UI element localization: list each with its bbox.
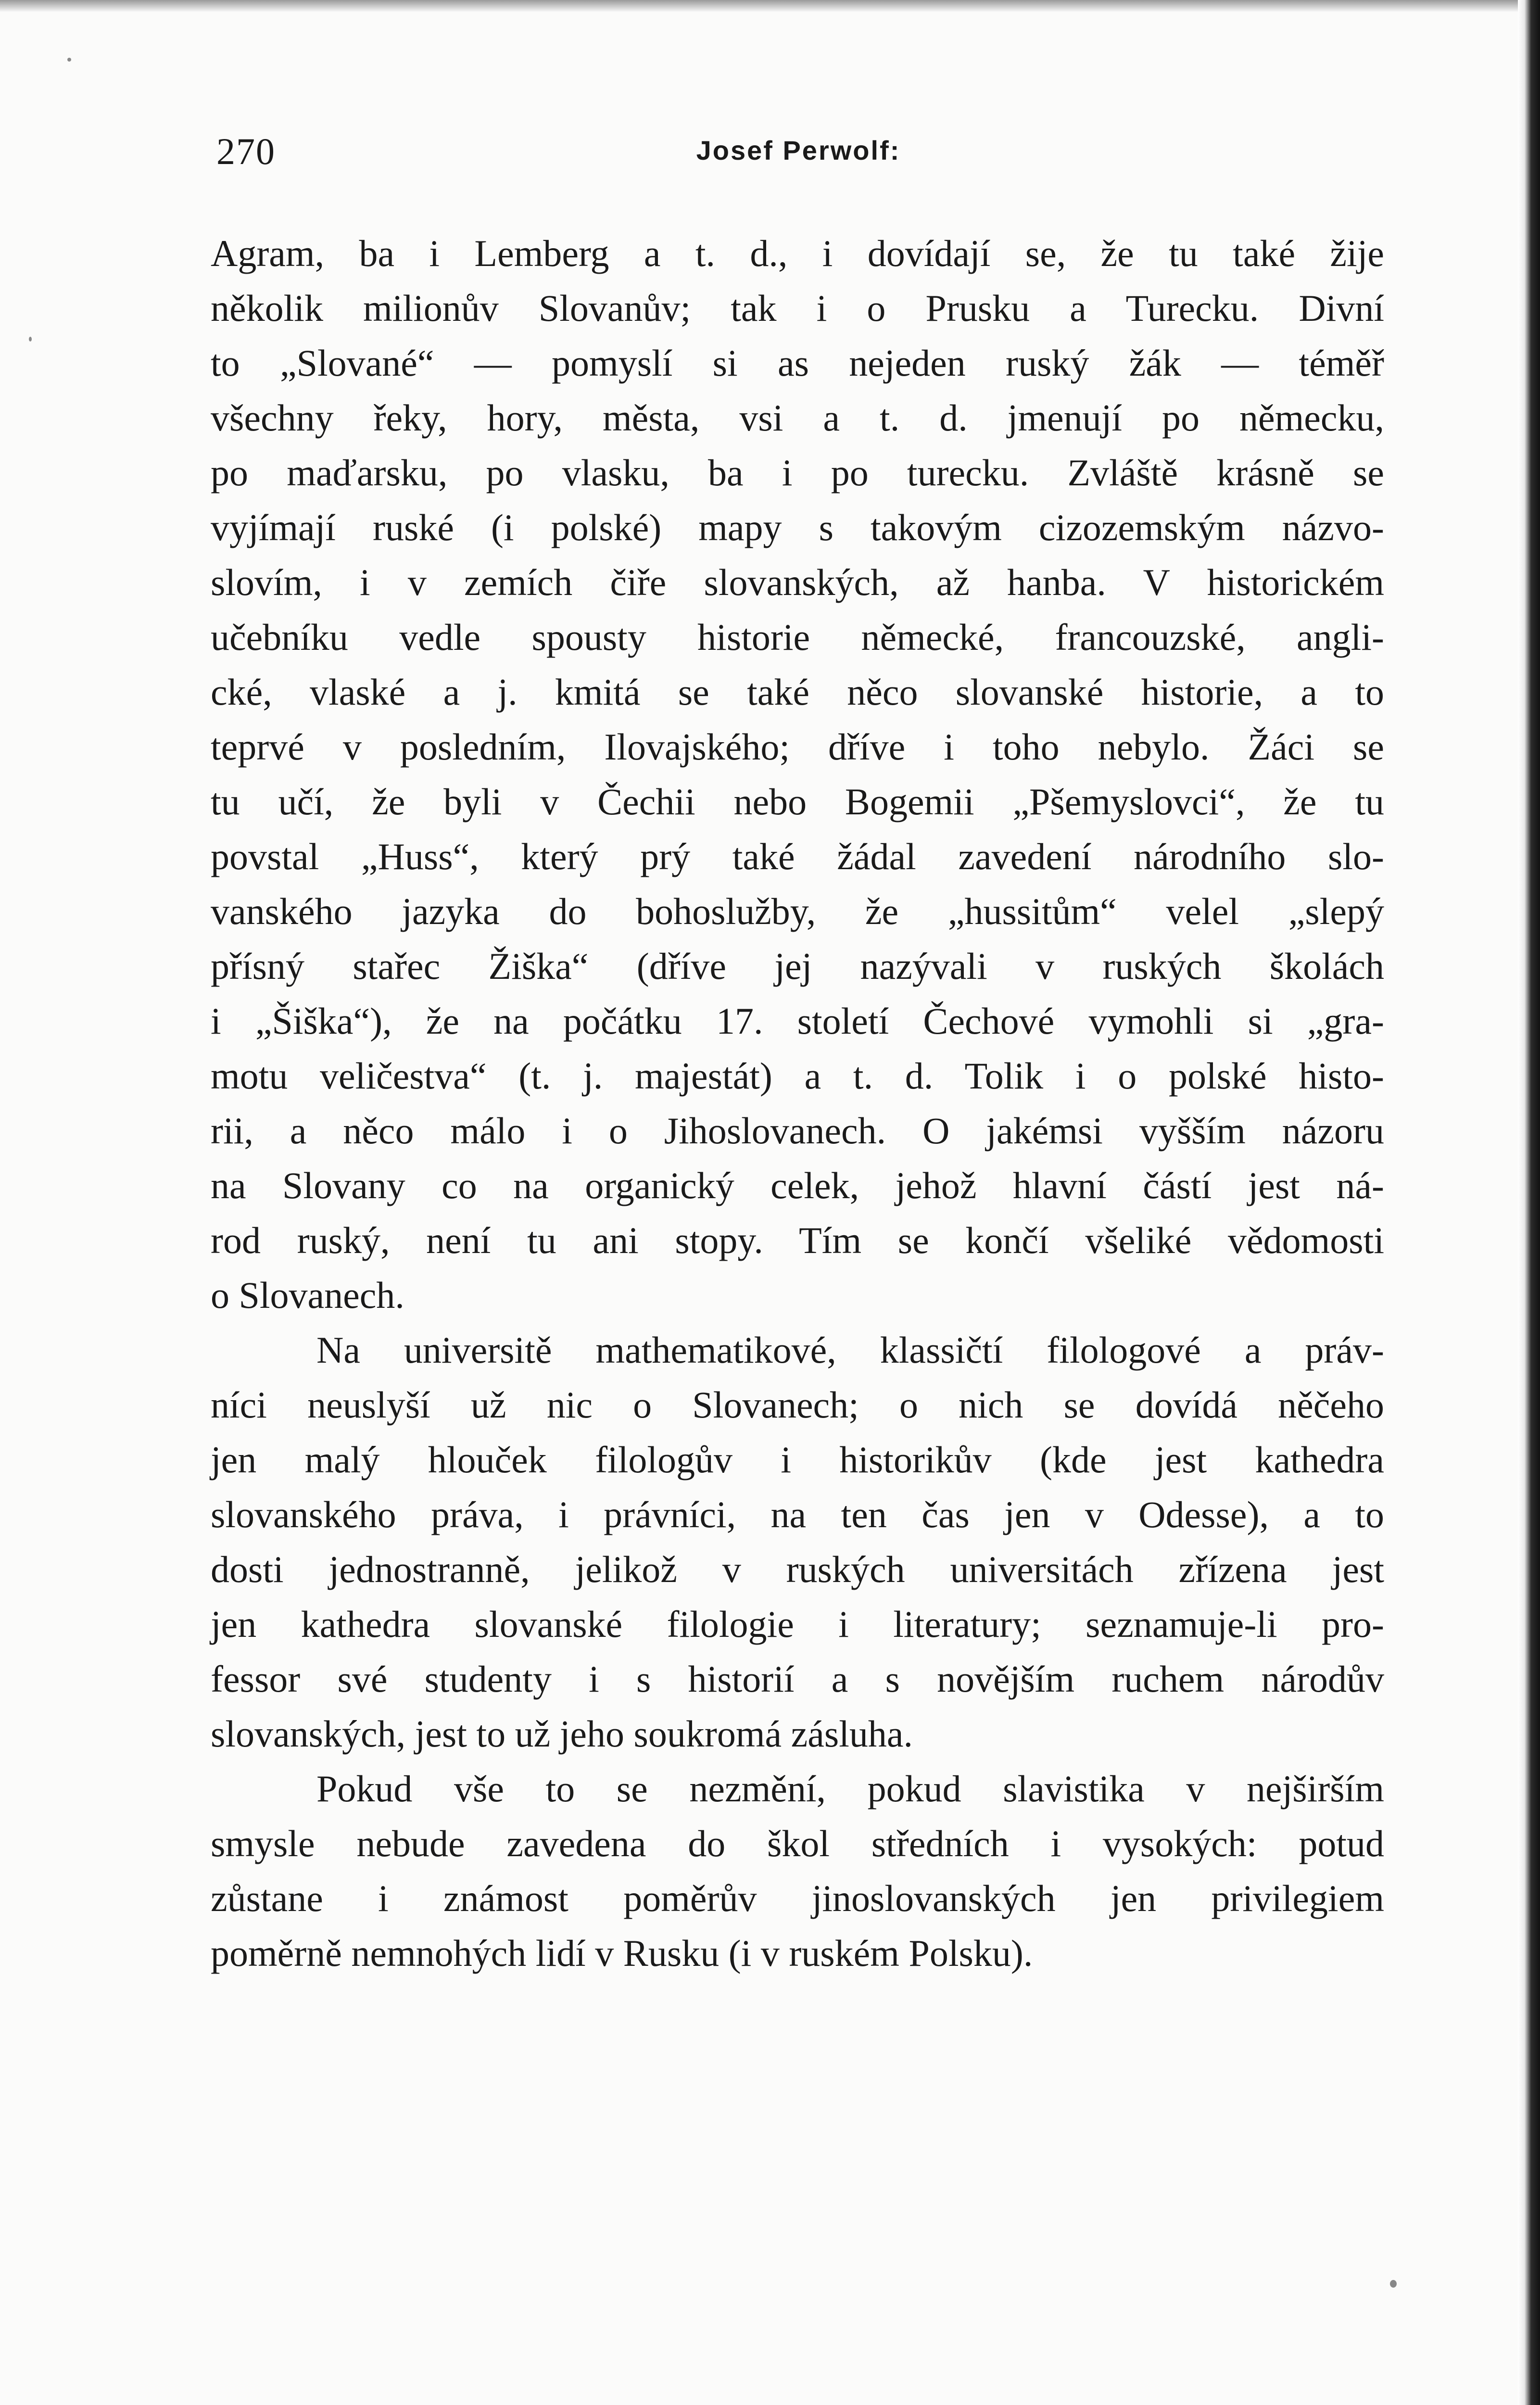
- text-line: Na universitě mathematikové, klassičtí filologové a práv-: [316, 1329, 1384, 1371]
- text-line: slovanského práva, i právníci, na ten čas jen v Odesse), a to: [211, 1494, 1384, 1535]
- scan-top-edge: [0, 0, 1540, 12]
- text-line: vanského jazyka do bohoslužby, že „hussitům“ velel „slepý: [211, 890, 1384, 932]
- page-number: 270: [216, 130, 276, 172]
- page-header: [216, 130, 1380, 188]
- text-line: zůstane i známost poměrův jinoslovanských jen privilegiem: [211, 1877, 1384, 1919]
- text-line: na Slovany co na organický celek, jehož hlavní částí jest ná-: [211, 1165, 1384, 1206]
- paragraph-3: [211, 1761, 1384, 1981]
- text-line: jen kathedra slovanské filologie i literatury; seznamuje-li pro-: [211, 1603, 1384, 1645]
- text-line: motu veličestva“ (t. j. majestát) a t. d. Tolik i o polské histo-: [211, 1055, 1384, 1097]
- text-line: přísný stařec Žiška“ (dříve jej nazývali v ruských školách: [211, 945, 1384, 987]
- paragraph-1: [211, 226, 1384, 1323]
- text-line: jen malý hlouček filologův i historikův (kde jest kathedra: [211, 1439, 1384, 1481]
- body-text: [211, 226, 1384, 1981]
- text-line: slovanských, jest to už jeho soukromá zásluha.: [211, 1713, 913, 1755]
- text-line: dosti jednostranně, jelikož v ruských universitách zřízena jest: [211, 1548, 1384, 1590]
- text-line: povstal „Huss“, který prý také žádal zavedení národního slo-: [211, 835, 1384, 877]
- paragraph-2: [211, 1323, 1384, 1761]
- scan-right-edge: [1518, 0, 1540, 2405]
- text-line: níci neuslyší už nic o Slovanech; o nich se dovídá něčeho: [211, 1384, 1384, 1426]
- text-line: o Slovanech.: [211, 1274, 404, 1316]
- text-line: rii, a něco málo i o Jihoslovanech. O jakémsi vyšším názoru: [211, 1110, 1384, 1152]
- text-line: vyjímají ruské (i polské) mapy s takovým cizozemským názvo-: [211, 506, 1384, 548]
- scan-speck: [1390, 2280, 1397, 2288]
- running-head: Josef Perwolf:: [696, 135, 901, 165]
- text-line: několik milionův Slovanův; tak i o Prusku a Turecku. Divní: [211, 287, 1384, 329]
- text-line: to „Slované“ — pomyslí si as nejeden ruský žák — téměř: [211, 342, 1384, 384]
- scan-speck: [29, 337, 32, 342]
- text-line: cké, vlaské a j. kmitá se také něco slovanské historie, a to: [211, 671, 1384, 713]
- text-line: smysle nebude zavedena do škol středních i vysokých: potud: [211, 1823, 1384, 1864]
- text-line: fessor své studenty i s historií a s novějším ruchem národův: [211, 1658, 1384, 1700]
- text-line: i „Šiška“), že na počátku 17. století Čechové vymohli si „gra-: [211, 1000, 1384, 1042]
- text-line: Agram, ba i Lemberg a t. d., i dovídají se, že tu také žije: [211, 232, 1384, 274]
- text-line: teprvé v posledním, Ilovajského; dříve i toho nebylo. Žáci se: [211, 726, 1384, 768]
- text-line: tu učí, že byli v Čechii nebo Bogemii „Pšemyslovci“, že tu: [211, 781, 1384, 823]
- text-line: po maďarsku, po vlasku, ba i po turecku. Zvláště krásně se: [211, 452, 1384, 494]
- text-line: poměrně nemnohých lidí v Rusku (i v ruském Polsku).: [211, 1932, 1033, 1974]
- text-line: všechny řeky, hory, města, vsi a t. d. jmenují po německu,: [211, 397, 1384, 439]
- text-line: slovím, i v zemích čiře slovanských, až hanba. V historickém: [211, 561, 1384, 603]
- text-line: učebníku vedle spousty historie německé, francouzské, angli-: [211, 616, 1384, 658]
- scan-speck: [67, 58, 71, 62]
- text-line: Pokud vše to se nezmění, pokud slavistika v nejširším: [316, 1768, 1384, 1810]
- text-line: rod ruský, není tu ani stopy. Tím se končí všeliké vědomosti: [211, 1219, 1384, 1261]
